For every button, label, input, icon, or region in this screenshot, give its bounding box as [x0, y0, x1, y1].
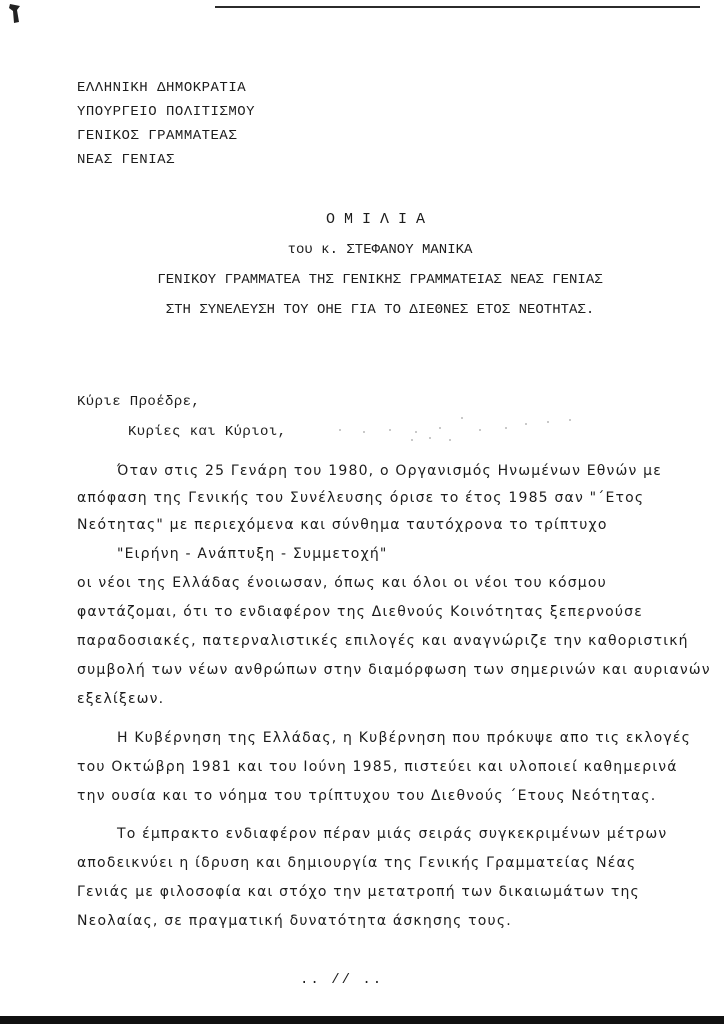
body-line: παραδοσιακές, πατερναλιστικές επιλογές και αναγνώριζε την καθοριστική [77, 633, 689, 649]
title-speaker: του κ. ΣΤΕΦΑΝΟΥ ΜΑΝΙΚΑ [287, 242, 473, 258]
salutation-line: Κύριε Προέδρε, [77, 394, 201, 410]
letterhead-line: ΝΕΑΣ ΓΕΝΙΑΣ [77, 152, 175, 168]
title-occasion: ΣΤΗ ΣΥΝΕΛΕΥΣΗ ΤΟΥ ΟΗΕ ΓΙΑ ΤΟ ΔΙΕΘΝΕΣ ΕΤΟΣ ΝΕΟΤΗΤΑΣ. [165, 302, 595, 318]
body-line: συμβολή των νέων ανθρώπων στην διαμόρφωση των σημερινών και αυριανών [77, 662, 711, 678]
letterhead-line: ΕΛΛΗΝΙΚΗ ΔΗΜΟΚΡΑΤΙΑ [77, 80, 247, 96]
body-line: "Ειρήνη - Ανάπτυξη - Συμμετοχή" [117, 546, 388, 562]
letterhead-line: ΓΕΝΙΚΟΣ ΓΡΑΜΜΑΤΕΑΣ [77, 128, 238, 144]
body-line: αποδεικνύει η ίδρυση και δημιουργία της Γενικής Γραμματείας Νέας [77, 855, 637, 871]
body-line: την ουσία και το νόημα του τρίπτυχου του Διεθνούς ΄Ετους Νεότητας. [77, 788, 657, 804]
body-line: Νεότητας" με περιεχόμενα και σύνθημα ταυτόχρονα το τρίπτυχο [77, 517, 608, 533]
salutation-line: Κυρίες και Κύριοι, [128, 424, 287, 440]
body-line: απόφαση της Γενικής του Συνέλευσης όρισε το έτος 1985 σαν "΄Ετος [77, 490, 645, 506]
body-line: εξελίξεων. [77, 691, 165, 707]
body-line: Νεολαίας, σε πραγματική δυνατότητα άσκησης τους. [77, 913, 512, 929]
speech-title [60, 205, 700, 325]
body-line: φαντάζομαι, ότι το ενδιαφέρον της Διεθνούς Κοινότητας ξεπερνούσε [77, 604, 644, 620]
binder-hole-mark [8, 2, 22, 24]
title-role: ΓΕΝΙΚΟΥ ΓΡΑΜΜΑΤΕΑ ΤΗΣ ΓΕΝΙΚΗΣ ΓΡΑΜΜΑΤΕΙΑΣ ΝΕΑΣ ΓΕΝΙΑΣ [157, 272, 603, 288]
body-line: Το έμπρακτο ενδιαφέρον πέραν μιάς σειράς συγκεκριμένων μέτρων [117, 826, 668, 842]
title-main: ΟΜΙΛΙΑ [325, 211, 434, 228]
faint-bleed-through-marks [320, 412, 590, 442]
top-edge-line [215, 6, 700, 8]
bottom-edge-band [0, 1016, 724, 1024]
continuation-marker: .. // .. [300, 972, 384, 988]
body-line: Γενιάς με φιλοσοφία και στόχο την μετατροπή των δικαιωμάτων της [77, 884, 640, 900]
body-line: Η Κυβέρνηση της Ελλάδας, η Κυβέρνηση που πρόκυψε απο τις εκλογές [117, 730, 692, 746]
letterhead [77, 76, 255, 172]
body-line: οι νέοι της Ελλάδας ένοιωσαν, όπως και όλοι οι νέοι του κόσμου [77, 575, 607, 591]
letterhead-line: ΥΠΟΥΡΓΕΙΟ ΠΟΛΙΤΙΣΜΟΥ [77, 104, 256, 120]
body-line: του Οκτώβρη 1981 και του Ιούνη 1985, πιστεύει και υλοποιεί καθημερινά [77, 759, 678, 775]
body-line: Όταν στις 25 Γενάρη του 1980, ο Οργανισμός Ηνωμένων Εθνών με [117, 463, 663, 479]
